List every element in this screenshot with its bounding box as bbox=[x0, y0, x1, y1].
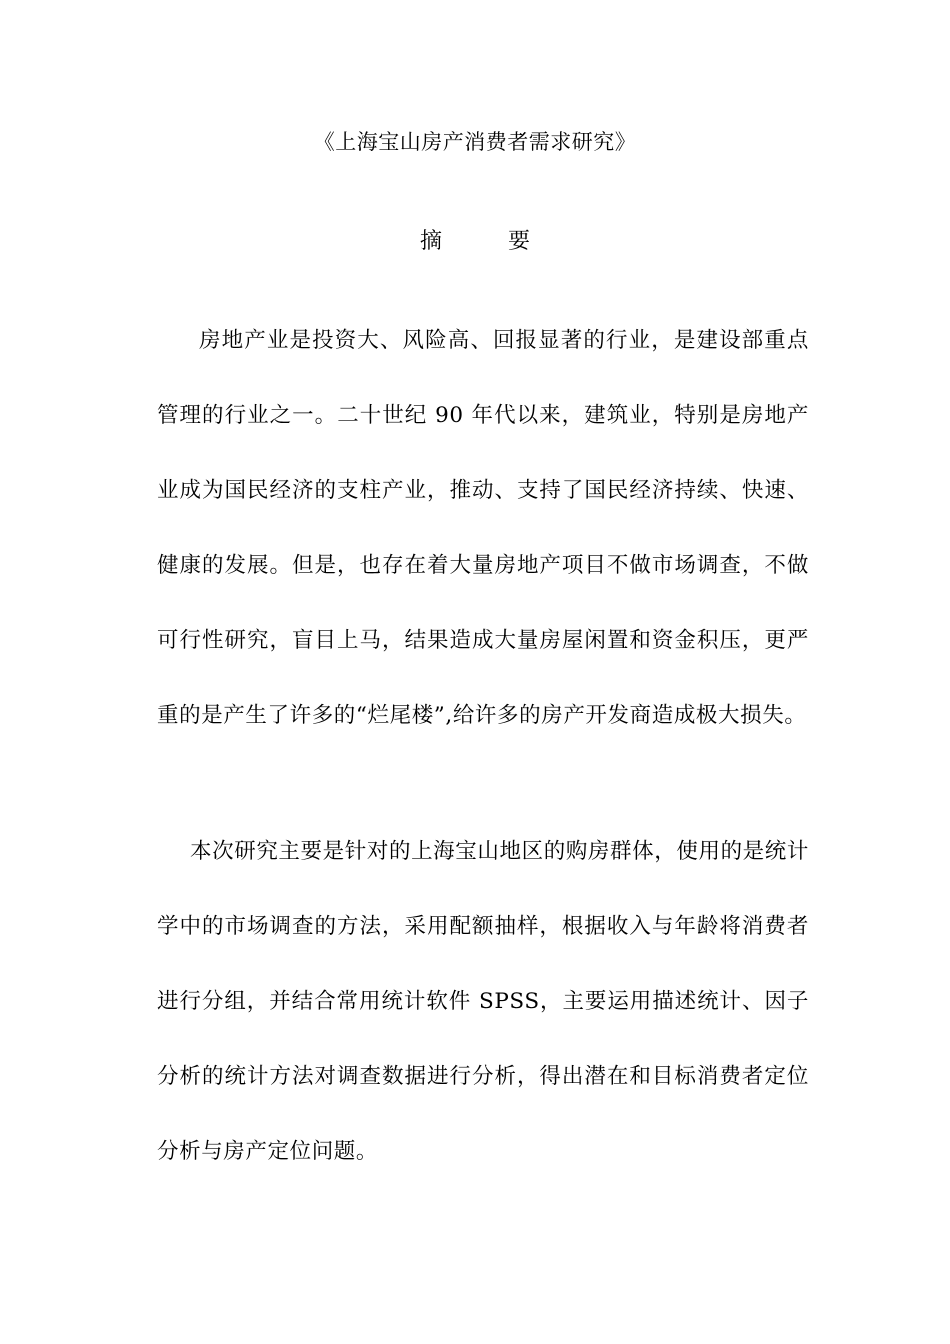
abstract-heading-first-char: 摘 bbox=[419, 229, 442, 254]
abstract-heading bbox=[0, 226, 950, 258]
abstract-heading-second-char: 要 bbox=[508, 229, 531, 254]
abstract-paragraph-1: 房地产业是投资大、风险高、回报显著的行业，是建设部重点管理的行业之一。二十世纪 90 年代以来，建筑业，特别是房地产业成为国民经济的支柱产业，推动、支持了国民经济持续、快速、健康的发展。但是，也存在着大量房地产项目不做市场调查，不做可行性研究，盲目上马，结果造成大量房屋闲置和资金积压，更严重的是产生了许多的“烂尾楼”,给许多的房产开发商造成极大损失。 bbox=[157, 328, 809, 728]
document-title: 《上海宝山房产消费者需求研究》 bbox=[313, 130, 637, 154]
abstract-paragraph-2: 本次研究主要是针对的上海宝山地区的购房群体，使用的是统计学中的市场调查的方法，采用配额抽样，根据收入与年龄将消费者进行分组，并结合常用统计软件 SPSS，主要运用描述统计、因子分析的统计方法对调查数据进行分析，得出潜在和目标消费者定位分析与房产定位问题。 bbox=[157, 839, 809, 1164]
